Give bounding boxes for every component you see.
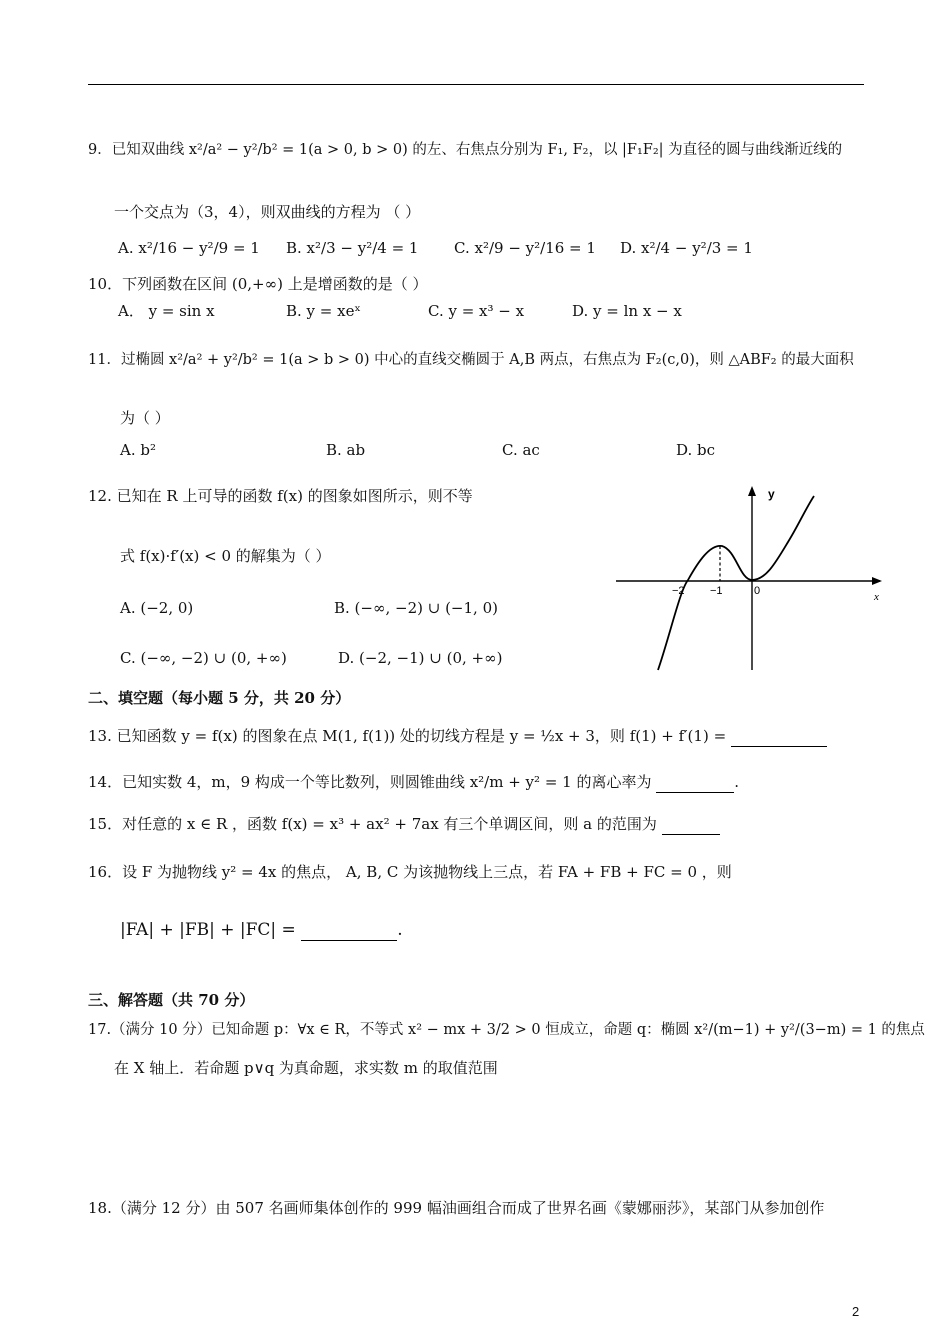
q18-stem: 18.（满分 12 分）由 507 名画师集体创作的 999 幅油画组合而成了世界名画《蒙娜丽莎》，某部门从参加创作	[88, 1199, 825, 1217]
q16-answer-blank[interactable]	[301, 920, 397, 941]
q12-function-graph	[610, 480, 890, 680]
x-axis-label: x	[874, 591, 879, 603]
q11-stem-2: 为（ ）	[120, 409, 170, 427]
q9-stem: 9．已知双曲线 x²/a² − y²/b² = 1(a > 0, b > 0) 的左、右焦点分别为 F₁, F₂，以 |F₁F₂| 为直径的圆与曲线渐近线的	[88, 142, 843, 158]
x-axis-arrow-icon	[872, 577, 882, 585]
page-number: 2	[852, 1304, 860, 1319]
q17-stem-2: 在 X 轴上．若命题 p∨q 为真命题，求实数 m 的取值范围	[114, 1059, 498, 1077]
q11-option-c[interactable]: C. ac	[502, 441, 540, 459]
q16-stem: 16．设 F 为抛物线 y² = 4x 的焦点， A, B, C 为该抛物线上三点，若 FA + FB + FC = 0 ，则	[88, 863, 732, 881]
q11-option-a[interactable]: A. b²	[120, 441, 156, 459]
q9-option-a[interactable]: A. x²/16 − y²/9 = 1	[118, 239, 260, 257]
q14-stem: 14．已知实数 4，m，9 构成一个等比数列，则圆锥曲线 x²/m + y² = 1 的离心率为 .	[88, 773, 740, 791]
tick-label-neg1: −1	[710, 585, 723, 597]
q16-stem-2: |FA| + |FB| + |FC| = .	[120, 920, 403, 940]
q10-option-c[interactable]: C. y = x³ − x	[428, 302, 525, 320]
q12-stem-2: 式 f(x)·f′(x) < 0 的解集为（ ）	[120, 547, 331, 565]
q12-stem: 12. 已知在 R 上可导的函数 f(x) 的图象如图所示，则不等	[88, 487, 473, 505]
q16-text-2: |FA| + |FB| + |FC| =	[120, 920, 296, 940]
q11-option-b[interactable]: B. ab	[326, 441, 366, 459]
q9-option-b[interactable]: B. x²/3 − y²/4 = 1	[286, 239, 419, 257]
section-3-heading: 三、解答题（共 70 分）	[88, 991, 255, 1009]
q12-option-d[interactable]: D. (−2, −1) ∪ (0, +∞)	[338, 649, 503, 667]
q10-option-b[interactable]: B. y = xeˣ	[286, 302, 361, 320]
y-axis-label: y	[768, 487, 775, 501]
section-2-heading: 二、填空题（每小题 5 分，共 20 分）	[88, 689, 351, 707]
header-rule	[88, 84, 864, 85]
q9-option-c[interactable]: C. x²/9 − y²/16 = 1	[454, 239, 596, 257]
q12-option-b[interactable]: B. (−∞, −2) ∪ (−1, 0)	[334, 599, 498, 617]
tick-label-0: 0	[754, 585, 761, 597]
q13-answer-blank[interactable]	[731, 726, 827, 747]
y-axis-arrow-icon	[748, 486, 756, 496]
q10-option-d[interactable]: D. y = ln x − x	[572, 302, 682, 320]
q14-text: 14．已知实数 4，m，9 构成一个等比数列，则圆锥曲线 x²/m + y² = 1 的离心率为	[88, 773, 652, 791]
q14-answer-blank[interactable]	[656, 772, 734, 793]
tick-label-neg2: −2	[672, 585, 685, 597]
q15-stem	[88, 814, 720, 835]
q9-option-d[interactable]: D. x²/4 − y²/3 = 1	[620, 239, 753, 257]
q11-stem: 11．过椭圆 x²/a² + y²/b² = 1(a > b > 0) 中心的直线交椭圆于 A,B 两点，右焦点为 F₂(c,0)，则 △ABF₂ 的最大面积	[88, 352, 854, 368]
q12-option-c[interactable]: C. (−∞, −2) ∪ (0, +∞)	[120, 649, 287, 667]
q9-stem-2: 一个交点为（3，4），则双曲线的方程为 （ ）	[114, 203, 421, 221]
q17-stem: 17.（满分 10 分）已知命题 p：∀x ∈ R，不等式 x² − mx + 3/2 > 0 恒成立，命题 q：椭圆 x²/(m−1) + y²/(3−m) = 1 的焦点	[88, 1022, 925, 1038]
q12-option-a[interactable]: A. (−2, 0)	[120, 599, 194, 617]
q10-option-a[interactable]: A． y = sin x	[118, 302, 215, 320]
q13-text: 13. 已知函数 y = f(x) 的图象在点 M(1, f(1)) 处的切线方程是 y = ½x + 3，则 f(1) + f′(1) =	[88, 727, 727, 745]
function-curve	[658, 496, 814, 670]
q10-stem: 10．下列函数在区间 (0,+∞) 上是增函数的是（ ）	[88, 275, 428, 293]
q11-option-d[interactable]: D. bc	[676, 441, 716, 459]
q15-answer-blank[interactable]	[662, 814, 720, 835]
q13-stem	[88, 726, 827, 747]
q15-text: 15．对任意的 x ∈ R ，函数 f(x) = x³ + ax² + 7ax 有三个单调区间，则 a 的范围为	[88, 815, 657, 833]
